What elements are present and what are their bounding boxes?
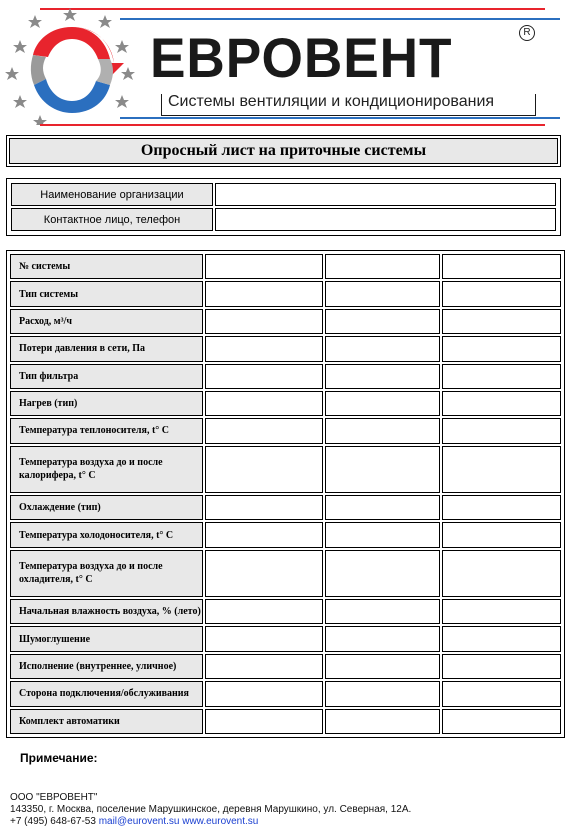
logo-swirl — [31, 27, 124, 113]
parameter-value-cell-1[interactable] — [205, 654, 323, 679]
organization-row-label: Контактное лицо, телефон — [11, 208, 213, 231]
parameter-value-cell-1[interactable] — [205, 418, 323, 443]
parameter-row — [10, 336, 561, 361]
parameter-value-cell-2[interactable] — [325, 626, 440, 651]
parameter-row — [10, 364, 561, 389]
company-footer — [10, 792, 411, 828]
parameter-value-cell-3[interactable] — [442, 522, 562, 547]
parameter-value-cell-1[interactable] — [205, 391, 323, 416]
parameter-row-label: Сторона подключения/обслуживания — [10, 681, 203, 706]
parameter-value-cell-2[interactable] — [325, 309, 440, 334]
parameter-row — [10, 522, 561, 547]
parameter-value-cell-1[interactable] — [205, 522, 323, 547]
parameter-value-cell-1[interactable] — [205, 446, 323, 493]
parameter-value-cell-3[interactable] — [442, 599, 562, 624]
parameter-value-cell-2[interactable] — [325, 336, 440, 361]
parameter-row — [10, 550, 561, 597]
parameter-value-cell-3[interactable] — [442, 391, 562, 416]
footer-company: ООО "ЕВРОВЕНТ" — [10, 792, 98, 803]
parameter-row — [10, 309, 561, 334]
parameter-value-cell-3[interactable] — [442, 309, 562, 334]
parameter-value-cell-3[interactable] — [442, 709, 562, 734]
note-label: Примечание: — [20, 751, 98, 765]
organization-row — [11, 208, 556, 231]
parameter-value-cell-2[interactable] — [325, 681, 440, 706]
footer-address: 143350, г. Москва, поселение Марушкинское, деревня Марушкино, ул. Северная, 12А. — [10, 804, 412, 815]
parameter-row — [10, 681, 561, 706]
parameter-value-cell-1[interactable] — [205, 626, 323, 651]
parameter-row-label: Шумоглушение — [10, 626, 203, 651]
header-top-blue-line — [120, 18, 560, 20]
organization-table — [6, 178, 561, 236]
parameter-value-cell-2[interactable] — [325, 550, 440, 597]
parameter-value-cell-3[interactable] — [442, 626, 562, 651]
parameter-row-label: Комплект автоматики — [10, 709, 203, 734]
organization-table-body — [11, 183, 556, 231]
parameter-value-cell-3[interactable] — [442, 654, 562, 679]
footer-phone: +7 (495) 648-67-53 — [10, 816, 96, 827]
parameter-value-cell-1[interactable] — [205, 681, 323, 706]
parameter-value-cell-2[interactable] — [325, 281, 440, 306]
parameter-row-label: Тип фильтра — [10, 364, 203, 389]
parameter-value-cell-1[interactable] — [205, 254, 323, 279]
parameter-value-cell-2[interactable] — [325, 654, 440, 679]
parameter-row — [10, 446, 561, 493]
parameter-value-cell-2[interactable] — [325, 709, 440, 734]
parameter-value-cell-2[interactable] — [325, 254, 440, 279]
parameter-row — [10, 654, 561, 679]
form-title: Опросный лист на приточные системы — [9, 138, 558, 164]
parameter-row-label: Тип системы — [10, 281, 203, 306]
parameter-row-label: Потери давления в сети, Па — [10, 336, 203, 361]
parameter-value-cell-3[interactable] — [442, 446, 562, 493]
parameter-row — [10, 599, 561, 624]
footer-website-link[interactable]: www.eurovent.su — [182, 816, 259, 827]
parameter-value-cell-1[interactable] — [205, 281, 323, 306]
parameter-value-cell-2[interactable] — [325, 418, 440, 443]
parameter-row — [10, 281, 561, 306]
brand-name: ЕВРОВЕНТ — [150, 26, 453, 89]
parameter-value-cell-1[interactable] — [205, 495, 323, 520]
organization-row — [11, 183, 556, 206]
footer-email-link[interactable]: mail@eurovent.su — [98, 816, 180, 827]
footer-contacts — [10, 816, 411, 828]
header-bottom-blue-line — [120, 117, 560, 119]
system-parameters-table-body — [10, 254, 561, 734]
organization-row-label: Наименование организации — [11, 183, 213, 206]
parameter-value-cell-3[interactable] — [442, 281, 562, 306]
registered-mark: R — [519, 25, 535, 41]
parameter-value-cell-2[interactable] — [325, 391, 440, 416]
parameter-value-cell-1[interactable] — [205, 550, 323, 597]
form-title-box — [6, 135, 561, 167]
company-logo-emblem — [0, 5, 150, 125]
parameter-value-cell-2[interactable] — [325, 599, 440, 624]
parameter-value-cell-3[interactable] — [442, 364, 562, 389]
parameter-row-label: Температура холодоносителя, t° C — [10, 522, 203, 547]
brand-tagline: Системы вентиляции и кондиционирования — [161, 94, 536, 116]
parameter-row — [10, 418, 561, 443]
parameter-row-label: Охлаждение (тип) — [10, 495, 203, 520]
parameter-value-cell-1[interactable] — [205, 336, 323, 361]
parameter-value-cell-3[interactable] — [442, 418, 562, 443]
parameter-value-cell-2[interactable] — [325, 522, 440, 547]
parameter-row — [10, 626, 561, 651]
organization-value-field[interactable] — [215, 208, 556, 231]
parameter-row-label: Температура теплоносителя, t° C — [10, 418, 203, 443]
parameter-value-cell-3[interactable] — [442, 336, 562, 361]
parameter-value-cell-2[interactable] — [325, 446, 440, 493]
parameter-value-cell-1[interactable] — [205, 599, 323, 624]
parameter-row — [10, 254, 561, 279]
parameter-value-cell-1[interactable] — [205, 309, 323, 334]
parameter-row-label: Температура воздуха до и после калорифера, t° C — [10, 446, 203, 493]
parameter-row-label: Исполнение (внутреннее, уличное) — [10, 654, 203, 679]
parameter-value-cell-3[interactable] — [442, 495, 562, 520]
parameter-row-label: № системы — [10, 254, 203, 279]
parameter-row-label: Расход, м³/ч — [10, 309, 203, 334]
parameter-value-cell-3[interactable] — [442, 254, 562, 279]
parameter-value-cell-1[interactable] — [205, 709, 323, 734]
parameter-value-cell-3[interactable] — [442, 681, 562, 706]
header-bottom-red-line — [40, 124, 545, 126]
parameter-value-cell-1[interactable] — [205, 364, 323, 389]
parameter-value-cell-3[interactable] — [442, 550, 562, 597]
parameter-row — [10, 709, 561, 734]
parameter-row — [10, 391, 561, 416]
parameter-row-label: Температура воздуха до и после охладителя, t° C — [10, 550, 203, 597]
system-parameters-table — [6, 250, 565, 738]
parameter-row-label: Нагрев (тип) — [10, 391, 203, 416]
parameter-value-cell-2[interactable] — [325, 364, 440, 389]
parameter-value-cell-2[interactable] — [325, 495, 440, 520]
parameter-row-label: Начальная влажность воздуха, % (лето) — [10, 599, 203, 624]
organization-value-field[interactable] — [215, 183, 556, 206]
parameter-row — [10, 495, 561, 520]
